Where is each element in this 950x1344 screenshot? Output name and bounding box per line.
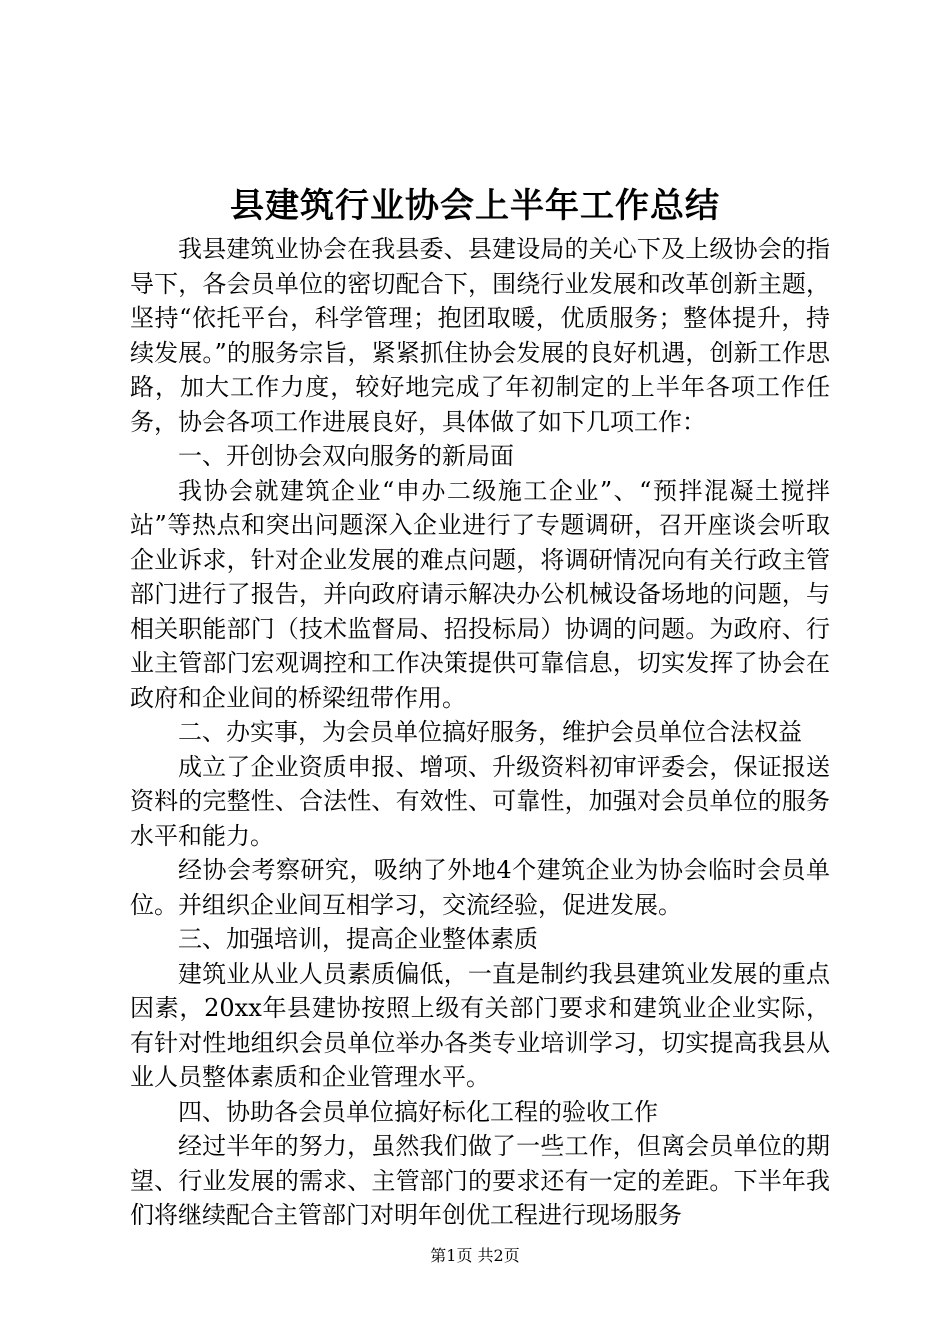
- section-heading-4: 四、协助各会员单位搞好标化工程的验收工作: [178, 1097, 658, 1126]
- section-1-paragraph: 我协会就建筑企业“申办二级施工企业”、“预拌混凝土搅拌站”等热点和突出问题深入企业进行了专题调研，召开座谈会听取企业诉求，针对企业发展的难点问题，将调研情况向有关行政主管部门进行了报告，并向政府请示解决办公机械设备场地的问题，与相关职能部门（技术监督局、招投标局）协调的问题。为政府、行业主管部门宏观调控和工作决策提供可靠信息，切实发挥了协会在政府和企业间的桥梁纽带作用。: [130, 476, 830, 712]
- page-title: 县建筑行业协会上半年工作总结: [230, 186, 720, 226]
- intro-paragraph: 我县建筑业协会在我县委、县建设局的关心下及上级协会的指导下，各会员单位的密切配合下，围绕行业发展和改革创新主题，坚持“依托平台，科学管理；抱团取暖，优质服务；整体提升，持续发展。”的服务宗旨，紧紧抓住协会发展的良好机遇，创新工作思路，加大工作力度，较好地完成了年初制定的上半年各项工作任务，协会各项工作进展良好，具体做了如下几项工作：: [130, 235, 830, 436]
- section-heading-1: 一、开创协会双向服务的新局面: [178, 442, 514, 470]
- document-body: [130, 232, 830, 1233]
- section-heading-2: 二、办实事，为会员单位搞好服务，维护会员单位合法权益: [178, 718, 802, 746]
- section-3-paragraph: 建筑业从业人员素质偏低，一直是制约我县建筑业发展的重点因素，20xx年县建协按照上级有关部门要求和建筑业企业实际，有针对性地组织会员单位举办各类专业培训学习，切实提高我县从业人员整体素质和企业管理水平。: [130, 959, 830, 1091]
- section-2-paragraph-1: 成立了企业资质申报、增项、升级资料初审评委会，保证报送资料的完整性、合法性、有效性、可靠性，加强对会员单位的服务水平和能力。: [130, 752, 830, 850]
- section-2-paragraph-2: 经协会考察研究，吸纳了外地4个建筑企业为协会临时会员单位。并组织企业间互相学习，交流经验，促进发展。: [130, 856, 830, 919]
- page-number: 第1页 共2页: [430, 1246, 520, 1265]
- section-heading-3: 三、加强培训，提高企业整体素质: [178, 925, 538, 953]
- section-4-paragraph: 经过半年的努力，虽然我们做了一些工作，但离会员单位的期望、行业发展的需求、主管部门的要求还有一定的差距。下半年我们将继续配合主管部门对明年创优工程进行现场服务: [130, 1132, 830, 1229]
